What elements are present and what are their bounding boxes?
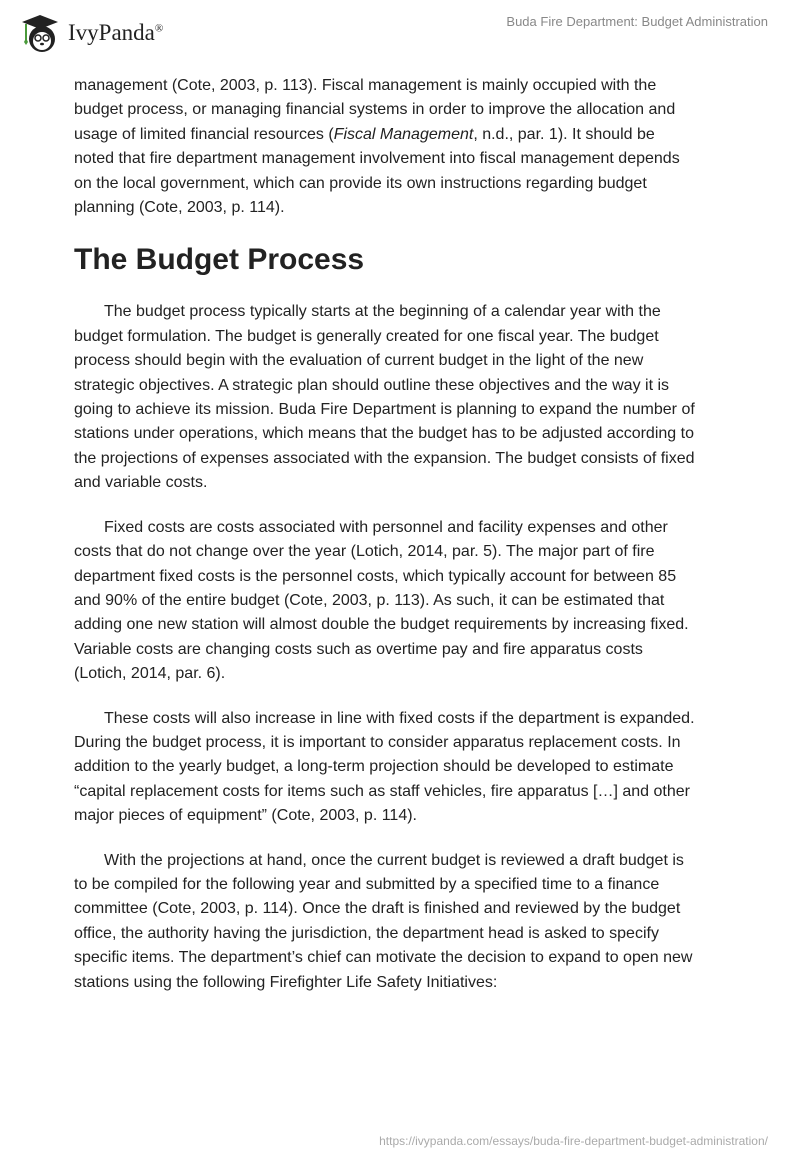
body-paragraph (74, 849, 734, 995)
body-paragraph (74, 516, 734, 687)
logo[interactable] (18, 12, 163, 54)
text-line: department fixed costs is the personnel costs, which typically account for between 85 (74, 567, 677, 585)
text-line: Variable costs are changing costs such as overtime pay and fire apparatus costs (74, 640, 643, 658)
text-line: budget formulation. The budget is generally created for one fiscal year. The budget (74, 327, 659, 345)
text-line: and variable costs. (74, 474, 208, 492)
italic-title: Fiscal Management (333, 125, 474, 143)
text-segment: usage of limited financial resources ( (74, 125, 334, 143)
document-title: Buda Fire Department: Budget Administration (506, 14, 768, 29)
text-line: office, the authority having the jurisdiction, the department head is asked to specify (74, 924, 659, 942)
text-line: With the projections at hand, once the current budget is reviewed a draft budget is (104, 851, 684, 869)
footer-url[interactable]: https://ivypanda.com/essays/buda-fire-department-budget-administration/ (379, 1134, 768, 1148)
section-heading: The Budget Process (74, 243, 365, 277)
text-line: “capital replacement costs for items such as staff vehicles, fire apparatus […] and other (74, 782, 690, 800)
text-line: During the budget process, it is important to consider apparatus replacement costs. In (74, 733, 681, 751)
text-line: Fixed costs are costs associated with personnel and facility expenses and other (104, 518, 668, 536)
text-line: management (Cote, 2003, p. 113). Fiscal management is mainly occupied with the (74, 77, 657, 94)
text-line: committee (Cote, 2003, p. 114). Once the draft is finished and reviewed by the budget (74, 900, 681, 918)
text-line: stations under operations, which means that the budget has to be adjusted according to (74, 425, 694, 443)
body-paragraph (74, 300, 734, 495)
panda-logo-icon (18, 12, 62, 54)
body-paragraphs (74, 300, 734, 995)
text-line: adding one new station will almost double the budget requirements by increasing fixed. (74, 616, 689, 634)
text-line: specific items. The department’s chief can motivate the decision to expand to open new (74, 949, 693, 967)
text-segment: , n.d., par. 1). It should be (473, 125, 655, 143)
logo-text (68, 20, 163, 46)
intro-paragraph (74, 74, 734, 220)
text-line (74, 123, 734, 147)
text-line: and 90% of the entire budget (Cote, 2003, p. 113). As such, it can be estimated that (74, 591, 665, 609)
text-line: The budget process typically starts at the beginning of a calendar year with the (104, 303, 661, 321)
text-line: going to achieve its mission. Buda Fire Department is planning to expand the number of (74, 401, 695, 419)
text-line: the projections of expenses associated with the expansion. The budget consists of fixed (74, 449, 695, 467)
text-line: (Lotich, 2014, par. 6). (74, 665, 226, 683)
text-line: These costs will also increase in line with fixed costs if the department is expanded. (104, 709, 695, 727)
text-line: noted that fire department management involvement into fiscal management depends (74, 150, 680, 168)
text-line: planning (Cote, 2003, p. 114). (74, 199, 285, 217)
text-line: major pieces of equipment” (Cote, 2003, p. 114). (74, 807, 417, 825)
logo-name: IvyPanda (68, 20, 155, 45)
text-line: to be compiled for the following year and submitted by a specified time to a finance (74, 875, 660, 893)
registered-mark: ® (154, 22, 164, 35)
text-line: process should begin with the evaluation of current budget in the light of the new (74, 352, 644, 370)
text-line: addition to the yearly budget, a long-term projection should be developed to estimate (74, 758, 674, 776)
text-line: strategic objectives. A strategic plan should outline these objectives and the way it is (74, 376, 670, 394)
text-line: on the local government, which can provide its own instructions regarding budget (74, 174, 647, 192)
body-paragraph (74, 707, 734, 829)
essay-content (74, 74, 734, 1015)
text-line: budget process, or managing financial systems in order to improve the allocation and (74, 101, 676, 119)
text-line: costs that do not change over the year (Lotich, 2014, par. 5). The major part of fire (74, 543, 655, 561)
text-line: stations using the following Firefighter Life Safety Initiatives: (74, 973, 498, 991)
